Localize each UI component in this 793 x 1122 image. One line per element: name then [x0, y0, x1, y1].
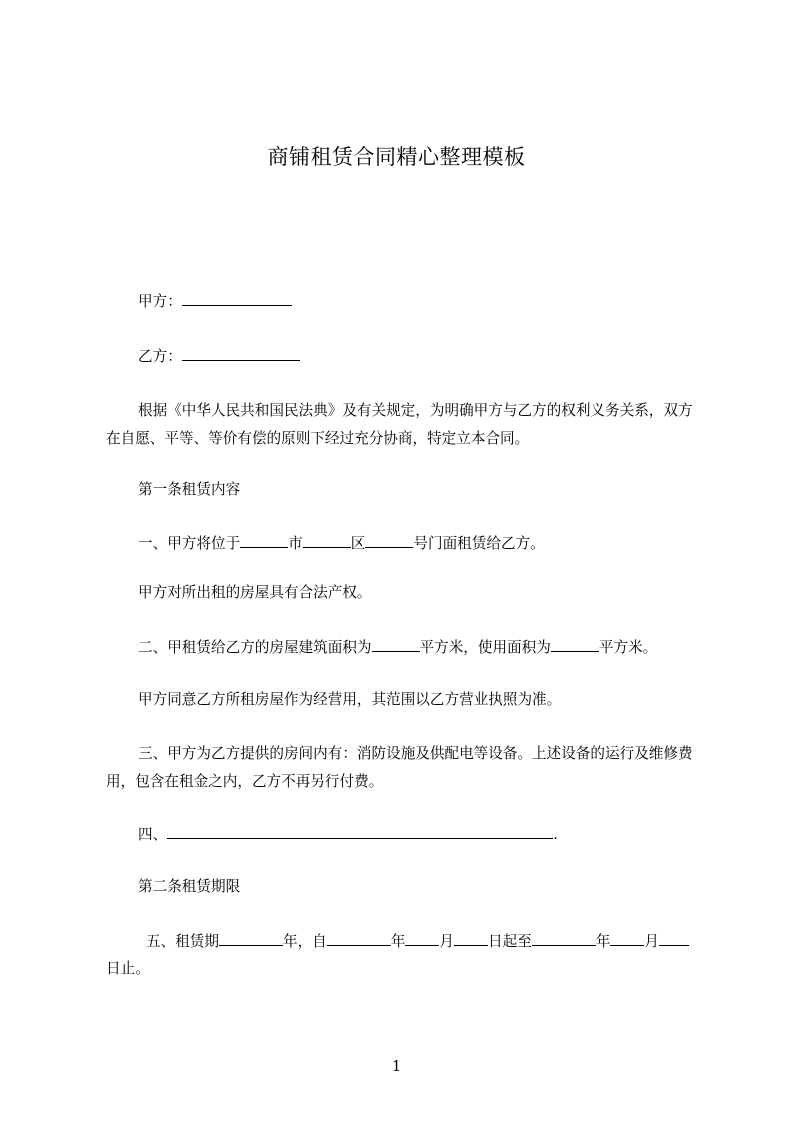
item1-note: 甲方对所出租的房屋具有合法产权。 [138, 584, 372, 601]
item1-district-blank[interactable] [303, 533, 351, 548]
item5-start-day-blank[interactable] [454, 931, 488, 946]
item2-suffix: 平方米。 [598, 639, 658, 656]
party-b-label: 乙方： [138, 348, 182, 365]
item2-prefix: 二、甲租赁给乙方的房屋建筑面积为 [138, 639, 372, 656]
document-title: 商铺租赁合同精心整理模板 [267, 145, 526, 169]
item2-building-area-blank[interactable] [372, 637, 420, 652]
item3-paragraph: 三、甲方为乙方提供的房间内有：消防设施及供配电等设备。上述设备的运行及维修费用，包含在租金之内，乙方不再另行付费。 [106, 745, 693, 790]
item5-year2: 年 [390, 933, 406, 950]
item1-line [138, 533, 545, 554]
item5-start-month-blank[interactable] [405, 931, 439, 946]
item2-usable-area-blank[interactable] [551, 637, 599, 652]
item2-line [138, 637, 657, 658]
item5-end-month-blank[interactable] [610, 931, 644, 946]
item5-start-year-blank[interactable] [327, 931, 391, 946]
item2-mid: 平方米，使用面积为 [419, 639, 551, 656]
page-number: 1 [391, 1057, 402, 1075]
party-b-blank[interactable] [182, 346, 300, 361]
item1-city-label: 市 [288, 535, 303, 552]
item5-end-day-blank[interactable] [659, 931, 689, 946]
party-a-blank[interactable] [182, 291, 292, 306]
item2-note: 甲方同意乙方所租房屋作为经营用，其范围以乙方营业执照为准。 [138, 691, 562, 708]
item5-day1: 日起至 [488, 933, 532, 950]
item5-end-year-blank[interactable] [532, 931, 596, 946]
item5-term-blank[interactable] [219, 931, 283, 946]
item5-year1: 年，自 [282, 933, 327, 950]
preamble-paragraph: 根据《中华人民共和国民法典》及有关规定，为明确甲方与乙方的权利义务关系，双方在自愿、平等、等价有偿的原则下经过充分协商，特定立本合同。 [106, 402, 693, 447]
item4-prefix: 四、 [138, 826, 168, 843]
item1-number-blank[interactable] [365, 533, 413, 548]
item4-suffix: . [553, 826, 558, 843]
article2-heading: 第二条租赁期限 [138, 878, 241, 895]
party-a-line [138, 291, 292, 312]
item4-blank[interactable] [167, 824, 553, 839]
item1-prefix: 一、甲方将位于 [138, 535, 241, 552]
item5-prefix: 五、租赁期 [146, 933, 219, 950]
item1-district-label: 区 [350, 535, 366, 552]
item4-line [138, 824, 558, 845]
item5-month2: 月 [644, 933, 660, 950]
item5-end: 日止。 [106, 960, 150, 977]
item5-year3: 年 [595, 933, 611, 950]
item1-city-blank[interactable] [240, 533, 288, 548]
article1-heading: 第一条租赁内容 [138, 481, 241, 498]
party-a-label: 甲方： [138, 293, 182, 310]
item5-line [146, 931, 689, 952]
item5-month1: 月 [439, 933, 454, 950]
party-b-line [138, 346, 300, 367]
item1-suffix: 号门面租赁给乙方。 [413, 535, 545, 552]
